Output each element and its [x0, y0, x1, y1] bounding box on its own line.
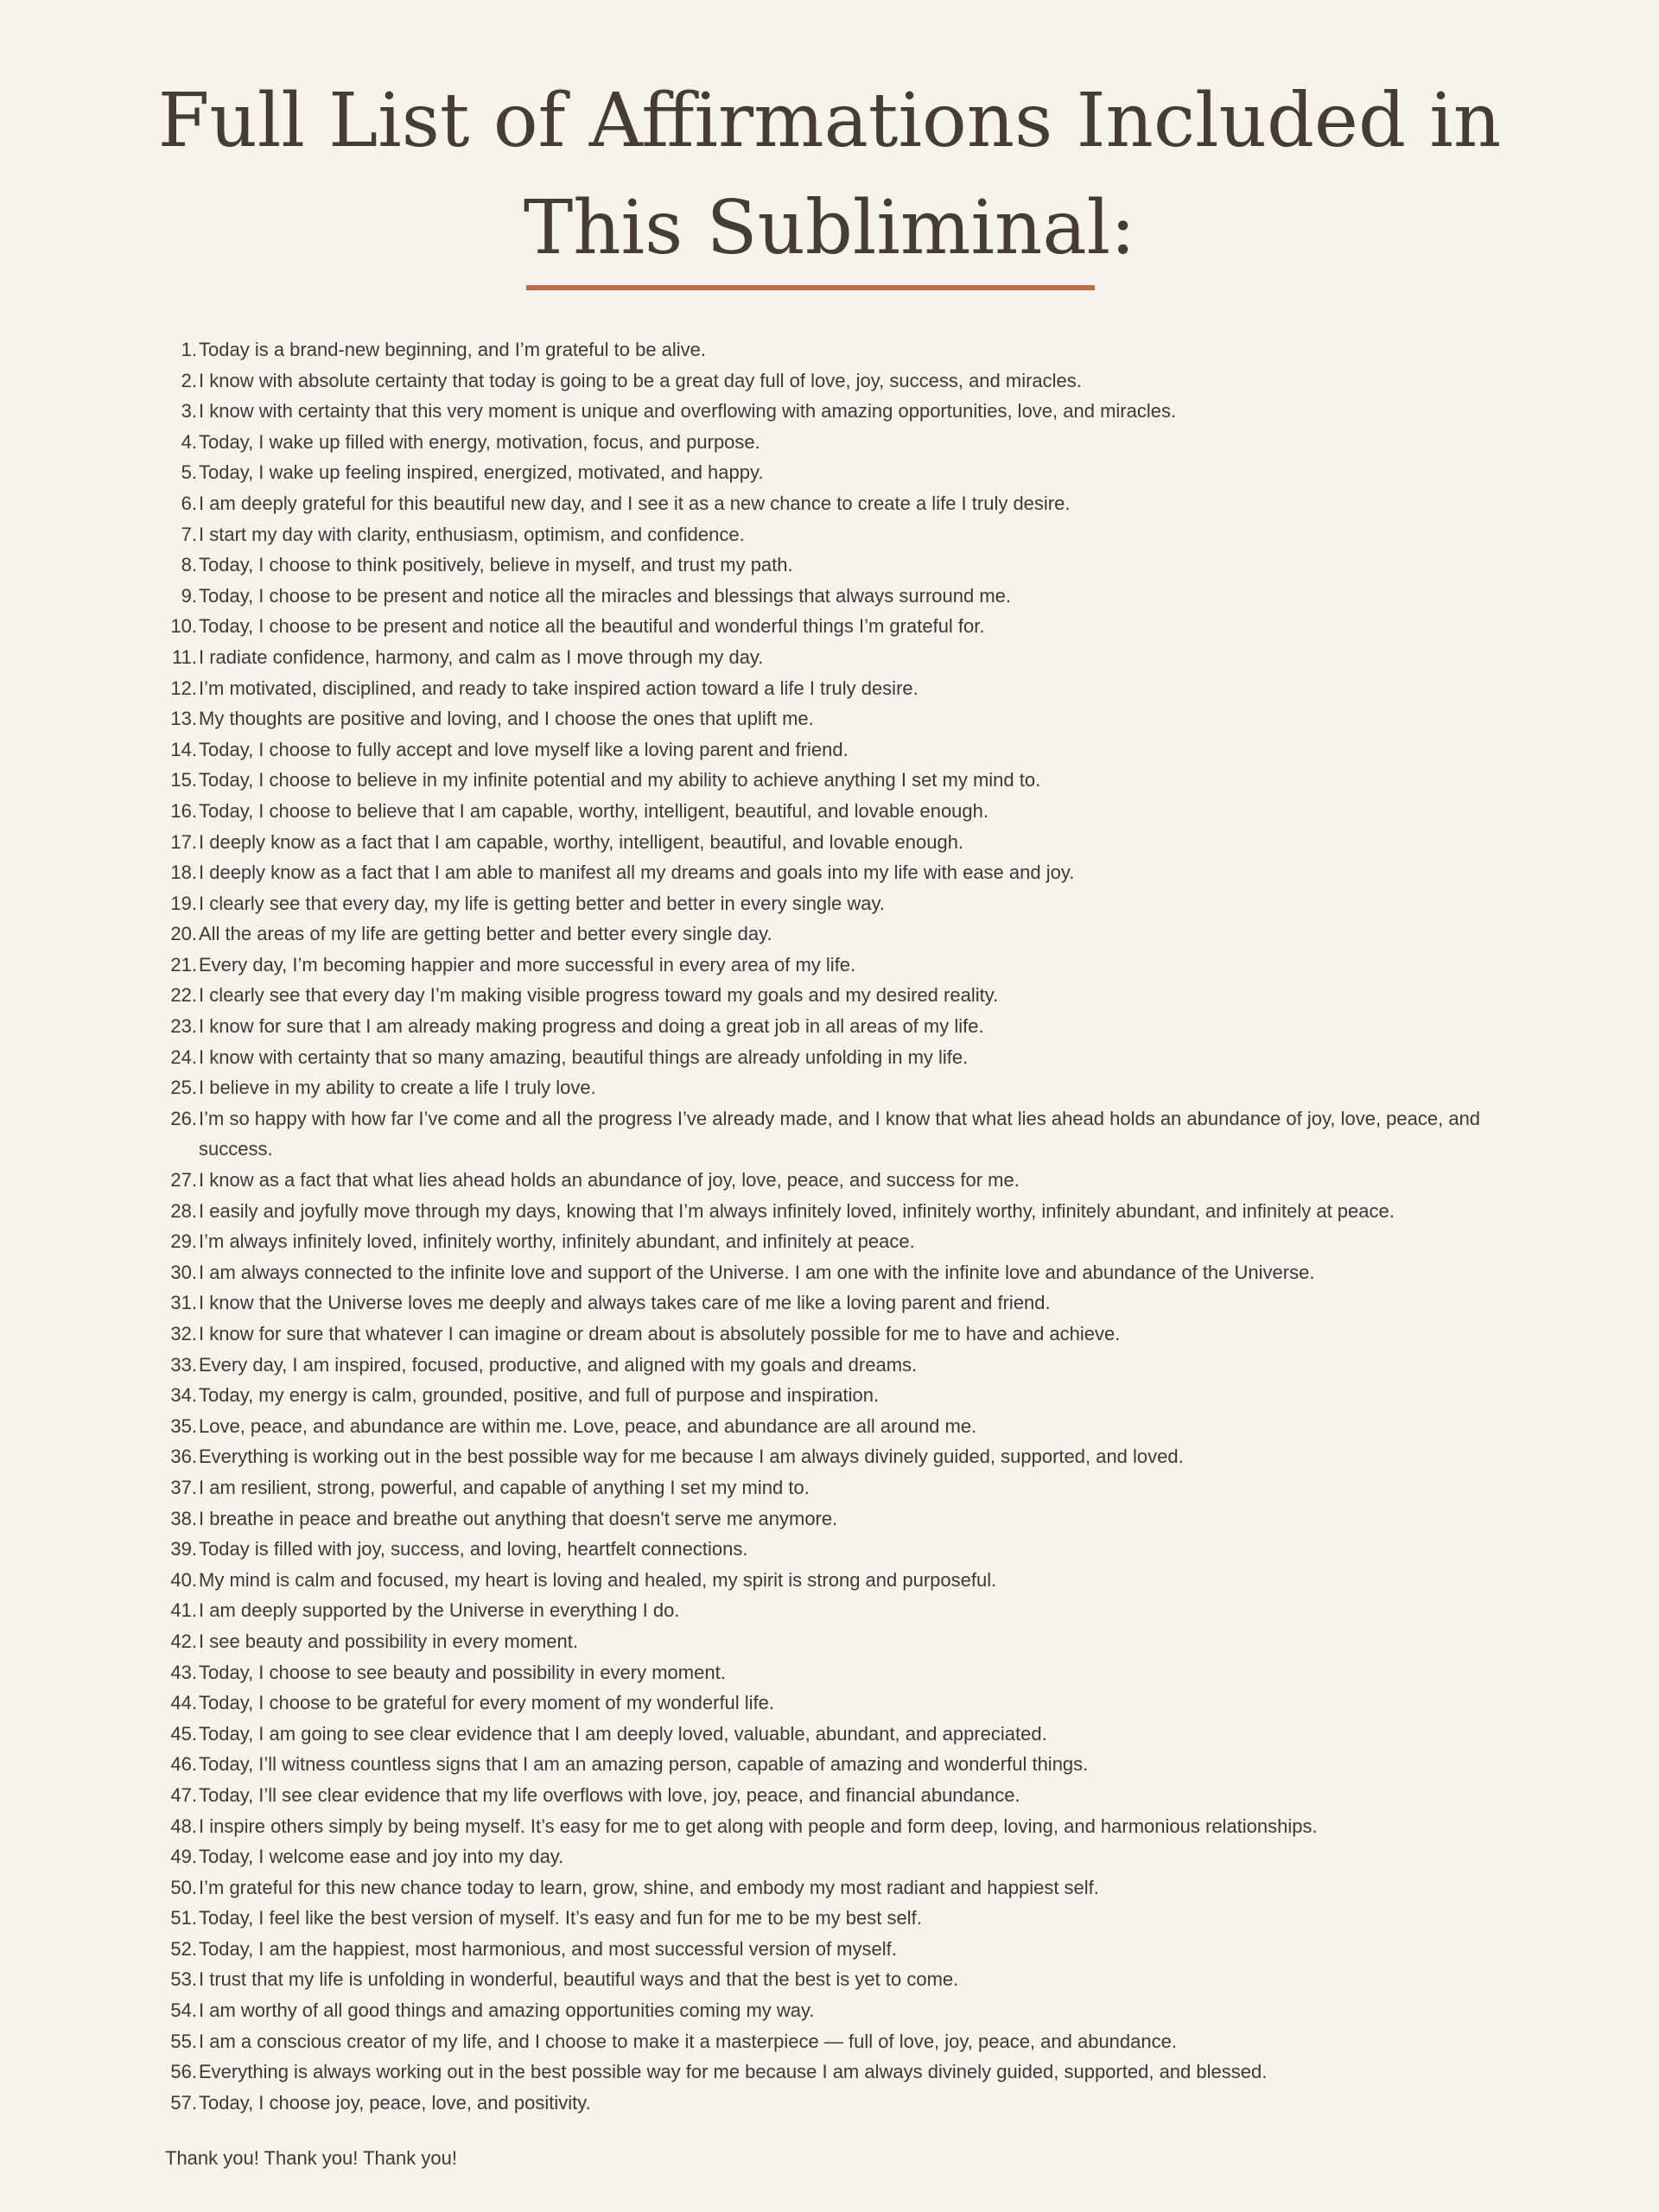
affirmation-text: Today, I am the happiest, most harmonious, and most successful version of myself. — [199, 1937, 897, 1960]
affirmation-item — [0, 1841, 1659, 1872]
affirmation-text: My thoughts are positive and loving, and I choose the ones that uplift me. — [199, 708, 814, 730]
affirmation-text: I deeply know as a fact that I am capable, worthy, intelligent, beautiful, and lovable enough. — [199, 830, 964, 853]
affirmation-text: Today, I choose to believe that I am capable, worthy, intelligent, beautiful, and lovable enough. — [199, 799, 988, 822]
affirmation-text: I know for sure that whatever I can imagine or dream about is absolutely possible for me to have and achieve. — [199, 1323, 1121, 1344]
affirmation-item — [0, 2088, 1659, 2119]
affirmation-text: I trust that my life is unfolding in wonderful, beautiful ways and that the best is yet to come. — [199, 1968, 959, 1991]
affirmation-text: Today, I’ll see clear evidence that my life overflows with love, joy, peace, and financial abundance. — [199, 1783, 1020, 1806]
affirmation-item — [0, 1657, 1659, 1688]
affirmation-number: 50. — [170, 1876, 197, 1898]
affirmation-number: 24. — [170, 1046, 197, 1068]
affirmation-text: Today, I choose to see beauty and possibility in every moment. — [199, 1661, 726, 1683]
affirmation-item — [0, 642, 1659, 673]
affirmation-number: 31. — [170, 1292, 197, 1314]
affirmation-text: I believe in my ability to create a life I truly love. — [199, 1077, 596, 1099]
affirmation-item — [0, 1872, 1659, 1904]
title-divider — [526, 285, 1095, 290]
affirmation-number: 13. — [170, 708, 197, 730]
affirmation-item — [0, 1472, 1659, 1503]
page-title: Full List of Affirmations Included in This Subliminal: — [157, 78, 1502, 271]
affirmation-number: 2. — [181, 369, 197, 391]
affirmation-number: 32. — [170, 1323, 197, 1344]
affirmation-text: I know as a fact that what lies ahead holds an abundance of joy, love, peace, and success for me. — [199, 1169, 1020, 1192]
affirmation-text: I inspire others simply by being myself. It’s easy for me to get along with people and form deep, loving, and harmonious relationships. — [199, 1815, 1318, 1837]
affirmation-text: Today, I’ll witness countless signs that I am an amazing person, capable of amazing and wonderful things. — [199, 1753, 1089, 1776]
affirmation-text: Today, I choose to fully accept and love myself like a loving parent and friend. — [199, 738, 849, 760]
affirmation-number: 1. — [181, 339, 197, 360]
affirmation-text: I am always connected to the infinite love and support of the Universe. I am one with the infinite love and abundance of the Universe. — [199, 1261, 1315, 1283]
affirmation-item — [0, 1319, 1659, 1350]
affirmation-text: I am resilient, strong, powerful, and capable of anything I set my mind to. — [199, 1476, 810, 1498]
affirmation-number: 52. — [170, 1937, 197, 1960]
affirmation-number: 37. — [170, 1476, 197, 1498]
affirmation-number: 6. — [181, 492, 197, 514]
affirmation-item — [0, 1165, 1659, 1196]
affirmation-item — [0, 1350, 1659, 1381]
affirmation-item — [0, 857, 1659, 888]
affirmation-number: 56. — [170, 2061, 197, 2083]
affirmation-number: 22. — [170, 984, 197, 1007]
affirmation-text: I’m grateful for this new chance today to learn, grow, shine, and embody my most radiant and happiest self. — [199, 1876, 1099, 1898]
affirmation-text: I know with certainty that this very moment is unique and overflowing with amazing opportunities, love, and miracles. — [199, 400, 1177, 423]
affirmation-text: I am worthy of all good things and amazing opportunities coming my way. — [199, 1999, 815, 2022]
affirmation-text: Today, I choose to be present and notice all the beautiful and wonderful things I’m grateful for. — [199, 615, 985, 638]
affirmation-number: 15. — [170, 769, 197, 791]
affirmation-item — [0, 1226, 1659, 1257]
affirmation-number: 19. — [170, 892, 197, 914]
affirmation-text: I’m always infinitely loved, infinitely worthy, infinitely abundant, and infinitely at peace. — [199, 1230, 915, 1253]
affirmation-text: Today is a brand-new beginning, and I’m grateful to be alive. — [199, 339, 707, 360]
affirmation-item — [0, 1811, 1659, 1842]
affirmation-text: I know for sure that I am already making progress and doing a great job in all areas of my life. — [199, 1015, 984, 1038]
affirmation-number: 38. — [170, 1507, 197, 1529]
affirmation-item — [0, 396, 1659, 427]
affirmation-number: 57. — [170, 2091, 197, 2113]
affirmation-text: Every day, I am inspired, focused, productive, and aligned with my goals and dreams. — [199, 1353, 918, 1376]
affirmation-text: Today, I wake up feeling inspired, energized, motivated, and happy. — [199, 461, 764, 484]
affirmation-text: All the areas of my life are getting better and better every single day. — [199, 923, 772, 945]
affirmation-text: Today, I feel like the best version of myself. It’s easy and fun for me to be my best self. — [199, 1907, 922, 1929]
affirmation-text: Love, peace, and abundance are within me. Love, peace, and abundance are all around me. — [199, 1414, 977, 1437]
affirmation-text: Today, I choose to believe in my infinite potential and my ability to achieve anything I set my mind to. — [199, 769, 1041, 791]
affirmation-text: Every day, I’m becoming happier and more successful in every area of my life. — [199, 953, 856, 976]
affirmation-item — [0, 1903, 1659, 1934]
affirmation-item — [0, 1011, 1659, 1042]
affirmation-item — [0, 1565, 1659, 1596]
affirmation-item — [0, 980, 1659, 1011]
affirmation-item — [0, 1072, 1659, 1103]
affirmation-item — [0, 1749, 1659, 1780]
affirmation-number: 23. — [170, 1015, 197, 1038]
affirmation-number: 16. — [170, 799, 197, 822]
affirmation-number: 7. — [181, 523, 197, 545]
affirmation-number: 20. — [170, 923, 197, 945]
affirmation-item — [0, 488, 1659, 519]
affirmation-item — [0, 365, 1659, 397]
affirmation-number: 44. — [170, 1692, 197, 1714]
affirmation-number: 14. — [170, 738, 197, 760]
affirmation-text: Today is filled with joy, success, and loving, heartfelt connections. — [199, 1538, 748, 1560]
affirmation-item — [0, 611, 1659, 642]
affirmation-item — [0, 457, 1659, 488]
affirmation-text: Today, I choose to be grateful for every moment of my wonderful life. — [199, 1692, 775, 1714]
affirmation-item — [0, 950, 1659, 981]
affirmation-item — [0, 1626, 1659, 1657]
affirmation-text: I know with absolute certainty that today is going to be a great day full of love, joy, success, and miracles. — [199, 369, 1082, 391]
affirmation-item — [0, 1411, 1659, 1442]
affirmation-text: Today, I choose to think positively, believe in myself, and trust my path. — [199, 554, 793, 576]
affirmation-text: Everything is working out in the best possible way for me because I am always divinely guided, supported, and loved. — [199, 1446, 1184, 1468]
affirmation-text: I’m so happy with how far I’ve come and all the progress I’ve already made, and I know that what lies ahead holds an abundance of joy, love, peace, and success. — [199, 1107, 1481, 1160]
affirmation-number: 46. — [170, 1753, 197, 1776]
affirmation-item — [0, 1534, 1659, 1565]
affirmation-number: 5. — [181, 461, 197, 484]
affirmation-item — [0, 1688, 1659, 1719]
affirmation-text: I’m motivated, disciplined, and ready to take inspired action toward a life I truly desire. — [199, 677, 918, 699]
affirmation-text: Today, I welcome ease and joy into my day. — [199, 1846, 564, 1868]
affirmation-item — [0, 2026, 1659, 2057]
affirmation-number: 8. — [181, 554, 197, 576]
affirmation-number: 4. — [181, 430, 197, 453]
affirmation-number: 33. — [170, 1353, 197, 1376]
affirmation-item — [0, 581, 1659, 612]
affirmation-number: 29. — [170, 1230, 197, 1253]
affirmation-number: 18. — [170, 861, 197, 884]
affirmation-item — [0, 550, 1659, 581]
affirmation-text: Today, I choose to be present and notice all the miracles and blessings that always surround me. — [199, 584, 1012, 607]
affirmation-text: I radiate confidence, harmony, and calm as I move through my day. — [199, 645, 764, 668]
affirmation-number: 10. — [170, 615, 197, 638]
affirmation-text: Today, my energy is calm, grounded, positive, and full of purpose and inspiration. — [199, 1384, 880, 1407]
affirmation-item — [0, 1595, 1659, 1626]
affirmation-list — [0, 334, 1659, 2118]
affirmation-text: Everything is always working out in the best possible way for me because I am always divinely guided, supported, and blessed. — [199, 2061, 1268, 2083]
affirmation-item — [0, 1995, 1659, 2026]
affirmation-text: I see beauty and possibility in every moment. — [199, 1630, 579, 1652]
affirmation-item — [0, 1441, 1659, 1472]
closing-text: Thank you! Thank you! Thank you! — [165, 2147, 457, 2169]
affirmation-text: I am deeply grateful for this beautiful new day, and I see it as a new chance to create a life I truly desire. — [199, 492, 1071, 514]
affirmation-text: I am a conscious creator of my life, and I choose to make it a masterpiece — full of love, joy, peace, and abundance. — [199, 2030, 1177, 2052]
affirmation-text: I clearly see that every day I’m making visible progress toward my goals and my desired reality. — [199, 984, 999, 1007]
affirmation-number: 39. — [170, 1538, 197, 1560]
affirmation-number: 53. — [170, 1968, 197, 1991]
affirmation-item — [0, 888, 1659, 919]
affirmation-item — [0, 765, 1659, 796]
affirmation-number: 3. — [181, 400, 197, 423]
affirmation-number: 47. — [170, 1783, 197, 1806]
affirmation-item — [0, 1380, 1659, 1411]
affirmation-item — [0, 827, 1659, 858]
affirmation-number: 35. — [170, 1414, 197, 1437]
affirmation-text: Today, I choose joy, peace, love, and positivity. — [199, 2091, 591, 2113]
affirmation-item — [0, 1719, 1659, 1750]
affirmation-number: 21. — [170, 953, 197, 976]
affirmation-item — [0, 1042, 1659, 1073]
affirmation-item — [0, 1964, 1659, 1995]
affirmation-item — [0, 918, 1659, 950]
affirmation-number: 54. — [170, 1999, 197, 2022]
affirmation-number: 12. — [170, 677, 197, 699]
affirmation-text: Today, I am going to see clear evidence that I am deeply loved, valuable, abundant, and appreciated. — [199, 1722, 1047, 1745]
affirmation-item — [0, 673, 1659, 704]
affirmation-number: 9. — [181, 584, 197, 607]
affirmation-number: 30. — [170, 1261, 197, 1283]
affirmation-item — [0, 334, 1659, 365]
affirmation-number: 25. — [170, 1077, 197, 1099]
affirmation-number: 49. — [170, 1846, 197, 1868]
affirmation-item — [0, 734, 1659, 766]
affirmation-text: I know that the Universe loves me deeply and always takes care of me like a loving parent and friend. — [199, 1292, 1051, 1314]
affirmation-number: 55. — [170, 2030, 197, 2052]
affirmation-item — [0, 1287, 1659, 1319]
affirmation-number: 34. — [170, 1384, 197, 1407]
affirmation-text: I breathe in peace and breathe out anything that doesn't serve me anymore. — [199, 1507, 838, 1529]
affirmation-number: 17. — [170, 830, 197, 853]
affirmation-text: I easily and joyfully move through my days, knowing that I’m always infinitely loved, infinitely worthy, infinitely abundant, and infinitely at peace. — [199, 1199, 1395, 1222]
affirmation-item — [0, 1503, 1659, 1535]
affirmation-text: I know with certainty that so many amazing, beautiful things are already unfolding in my life. — [199, 1046, 969, 1068]
affirmation-number: 42. — [170, 1630, 197, 1652]
affirmation-text: I am deeply supported by the Universe in everything I do. — [199, 1599, 680, 1622]
affirmation-number: 27. — [170, 1169, 197, 1192]
affirmation-number: 26. — [170, 1107, 197, 1129]
affirmation-number: 48. — [170, 1815, 197, 1837]
affirmation-text: My mind is calm and focused, my heart is loving and healed, my spirit is strong and purposeful. — [199, 1568, 997, 1591]
affirmation-item — [0, 519, 1659, 550]
affirmation-item — [0, 2056, 1659, 2088]
affirmation-text: I deeply know as a fact that I am able to manifest all my dreams and goals into my life with ease and joy. — [199, 861, 1075, 884]
affirmation-number: 40. — [170, 1568, 197, 1591]
affirmation-item — [0, 1780, 1659, 1811]
affirmation-text: I start my day with clarity, enthusiasm, optimism, and confidence. — [199, 523, 745, 545]
affirmation-number: 36. — [170, 1446, 197, 1468]
affirmation-item — [0, 427, 1659, 458]
affirmation-item — [0, 703, 1659, 734]
affirmation-item — [0, 1257, 1659, 1288]
affirmation-item — [0, 1934, 1659, 1965]
affirmation-number: 28. — [170, 1199, 197, 1222]
affirmation-number: 43. — [170, 1661, 197, 1683]
affirmation-number: 41. — [170, 1599, 197, 1622]
affirmation-item — [0, 796, 1659, 827]
affirmation-number: 11. — [172, 645, 197, 668]
affirmation-number: 45. — [170, 1722, 197, 1745]
affirmation-item — [0, 1103, 1659, 1165]
affirmation-number: 51. — [170, 1907, 197, 1929]
affirmation-text: Today, I wake up filled with energy, motivation, focus, and purpose. — [199, 430, 760, 453]
affirmation-item — [0, 1196, 1659, 1227]
affirmation-text: I clearly see that every day, my life is getting better and better in every single way. — [199, 892, 886, 914]
